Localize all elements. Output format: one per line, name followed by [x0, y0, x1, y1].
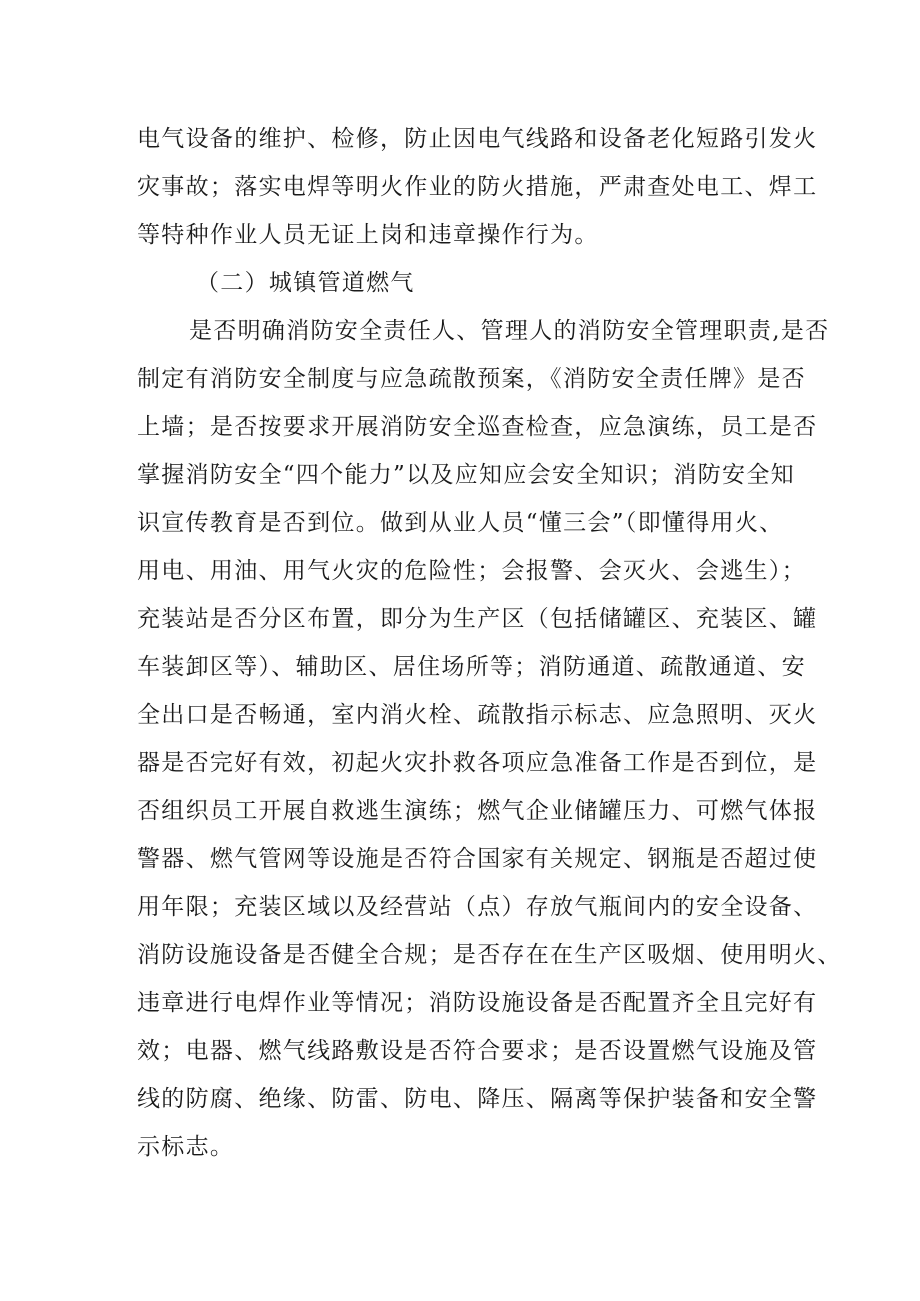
text-line: 是否明确消防安全责任人、管理人的消防安全管理职责,是否 [189, 318, 830, 344]
text-line: 线的防腐、绝缘、防雷、防电、降压、隔离等保护装备和安全警 [137, 1086, 818, 1112]
text-line: 车装卸区等）、辅助区、居住场所等；消防通道、疏散通道、安 [137, 654, 806, 680]
text-line: 灾事故；落实电焊等明火作业的防火措施，严肃查处电工、焊工 [137, 174, 818, 200]
text-line: 上墙；是否按要求开展消防安全巡查检查，应急演练，员工是否 [137, 414, 818, 440]
text-line: 效；电器、燃气线路敷设是否符合要求；是否设置燃气设施及管 [137, 1038, 818, 1064]
text-line: 制定有消防安全制度与应急疏散预案，《消防安全责任牌》是否 [137, 366, 806, 392]
text-line: 器是否完好有效，初起火灾扑救各项应急准备工作是否到位，是 [137, 750, 818, 776]
text-line: 用年限；充装区域以及经营站（点）存放气瓶间内的安全设备、 [137, 894, 818, 920]
section-heading: （二）城镇管道燃气 [196, 270, 415, 296]
text-line: 识宣传教育是否到位。做到从业人员“懂三会”（即懂得用火、 [137, 510, 784, 536]
text-line: 示标志。 [137, 1134, 235, 1160]
text-line: 警器、燃气管网等设施是否符合国家有关规定、钢瓶是否超过使 [137, 846, 818, 872]
text-line: 用电、用油、用气火灾的危险性；会报警、会灭火、会逃生）； [137, 558, 806, 584]
text-line: 消防设施设备是否健全合规；是否存在在生产区吸烟、使用明火、 [137, 942, 842, 968]
text-line: 全出口是否畅通，室内消火栓、疏散指示标志、应急照明、灭火 [137, 702, 818, 728]
text-line: 充装站是否分区布置，即分为生产区（包括储罐区、充装区、罐 [137, 606, 818, 632]
text-line: 掌握消防安全“四个能力”以及应知应会安全知识；消防安全知 [137, 462, 795, 488]
text-line: 电气设备的维护、检修，防止因电气线路和设备老化短路引发火 [137, 126, 818, 152]
text-line: 违章进行电焊作业等情况；消防设施设备是否配置齐全且完好有 [137, 990, 818, 1016]
text-line: 等特种作业人员无证上岗和违章操作行为。 [137, 222, 599, 248]
text-line: 否组织员工开展自救逃生演练；燃气企业储罐压力、可燃气体报 [137, 798, 818, 824]
